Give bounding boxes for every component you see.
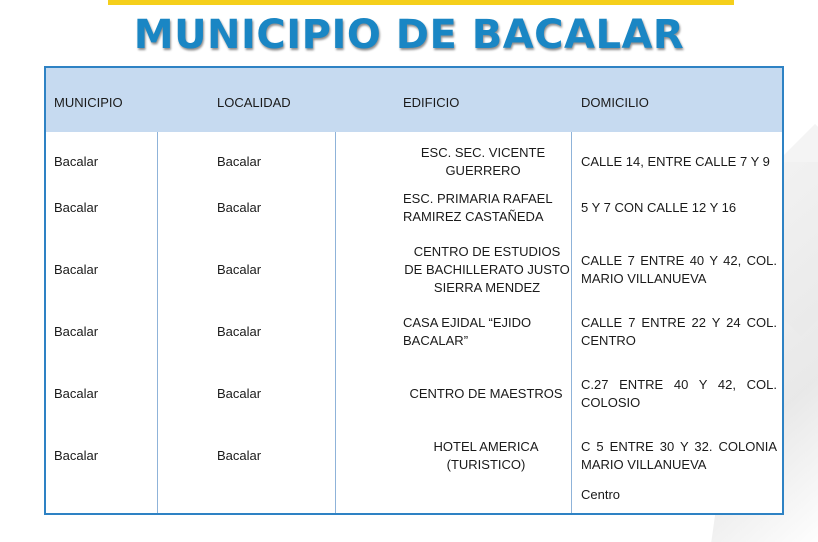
- address-table: [44, 66, 784, 515]
- cell-municipio: Bacalar: [54, 448, 99, 463]
- cell-localidad: Bacalar: [217, 262, 262, 277]
- cell-localidad: Bacalar: [217, 324, 262, 339]
- column-divider: [571, 132, 572, 513]
- page-title: MUNICIPIO DE BACALAR: [133, 12, 685, 58]
- header-edificio: EDIFICIO: [403, 95, 460, 110]
- cell-domicilio: CALLE 7 ENTRE 22 Y 24 COL. CENTRO: [581, 315, 777, 348]
- cell-domicilio: C 5 ENTRE 30 Y 32. COLONIA MARIO VILLANUEVA: [581, 439, 777, 472]
- cell-edificio: CENTRO DE MAESTROS: [409, 386, 563, 401]
- cell-domicilio: 5 Y 7 CON CALLE 12 Y 16: [581, 200, 737, 215]
- cell-municipio: Bacalar: [54, 386, 99, 401]
- cell-edificio: ESC. SEC. VICENTE GUERRERO: [420, 145, 546, 178]
- cell-domicilio: CALLE 7 ENTRE 40 Y 42, COL. MARIO VILLANUEVA: [581, 253, 777, 286]
- top-accent-bar: [108, 0, 734, 5]
- cell-edificio: HOTEL AMERICA (TURISTICO): [433, 439, 539, 472]
- header-domicilio: DOMICILIO: [581, 95, 649, 110]
- cell-localidad: Bacalar: [217, 200, 262, 215]
- cell-municipio: Bacalar: [54, 200, 99, 215]
- cell-edificio: CASA EJIDAL “EJIDO BACALAR”: [403, 315, 532, 348]
- cell-municipio: Bacalar: [54, 324, 99, 339]
- cell-localidad: Bacalar: [217, 448, 262, 463]
- cell-domicilio-extra: Centro: [581, 487, 621, 502]
- cell-domicilio: C.27 ENTRE 40 Y 42, COL. COLOSIO: [581, 377, 777, 410]
- column-divider: [335, 132, 336, 513]
- header-municipio: MUNICIPIO: [54, 95, 123, 110]
- column-divider: [157, 132, 158, 513]
- cell-localidad: Bacalar: [217, 154, 262, 169]
- cell-edificio: ESC. PRIMARIA RAFAEL RAMIREZ CASTAÑEDA: [403, 191, 553, 224]
- cell-domicilio: CALLE 14, ENTRE CALLE 7 Y 9: [581, 154, 770, 169]
- cell-edificio: CENTRO DE ESTUDIOS DE BACHILLERATO JUSTO SIERRA MENDEZ: [404, 244, 570, 295]
- cell-localidad: Bacalar: [217, 386, 262, 401]
- cell-municipio: Bacalar: [54, 154, 99, 169]
- header-localidad: LOCALIDAD: [217, 95, 291, 110]
- cell-municipio: Bacalar: [54, 262, 99, 277]
